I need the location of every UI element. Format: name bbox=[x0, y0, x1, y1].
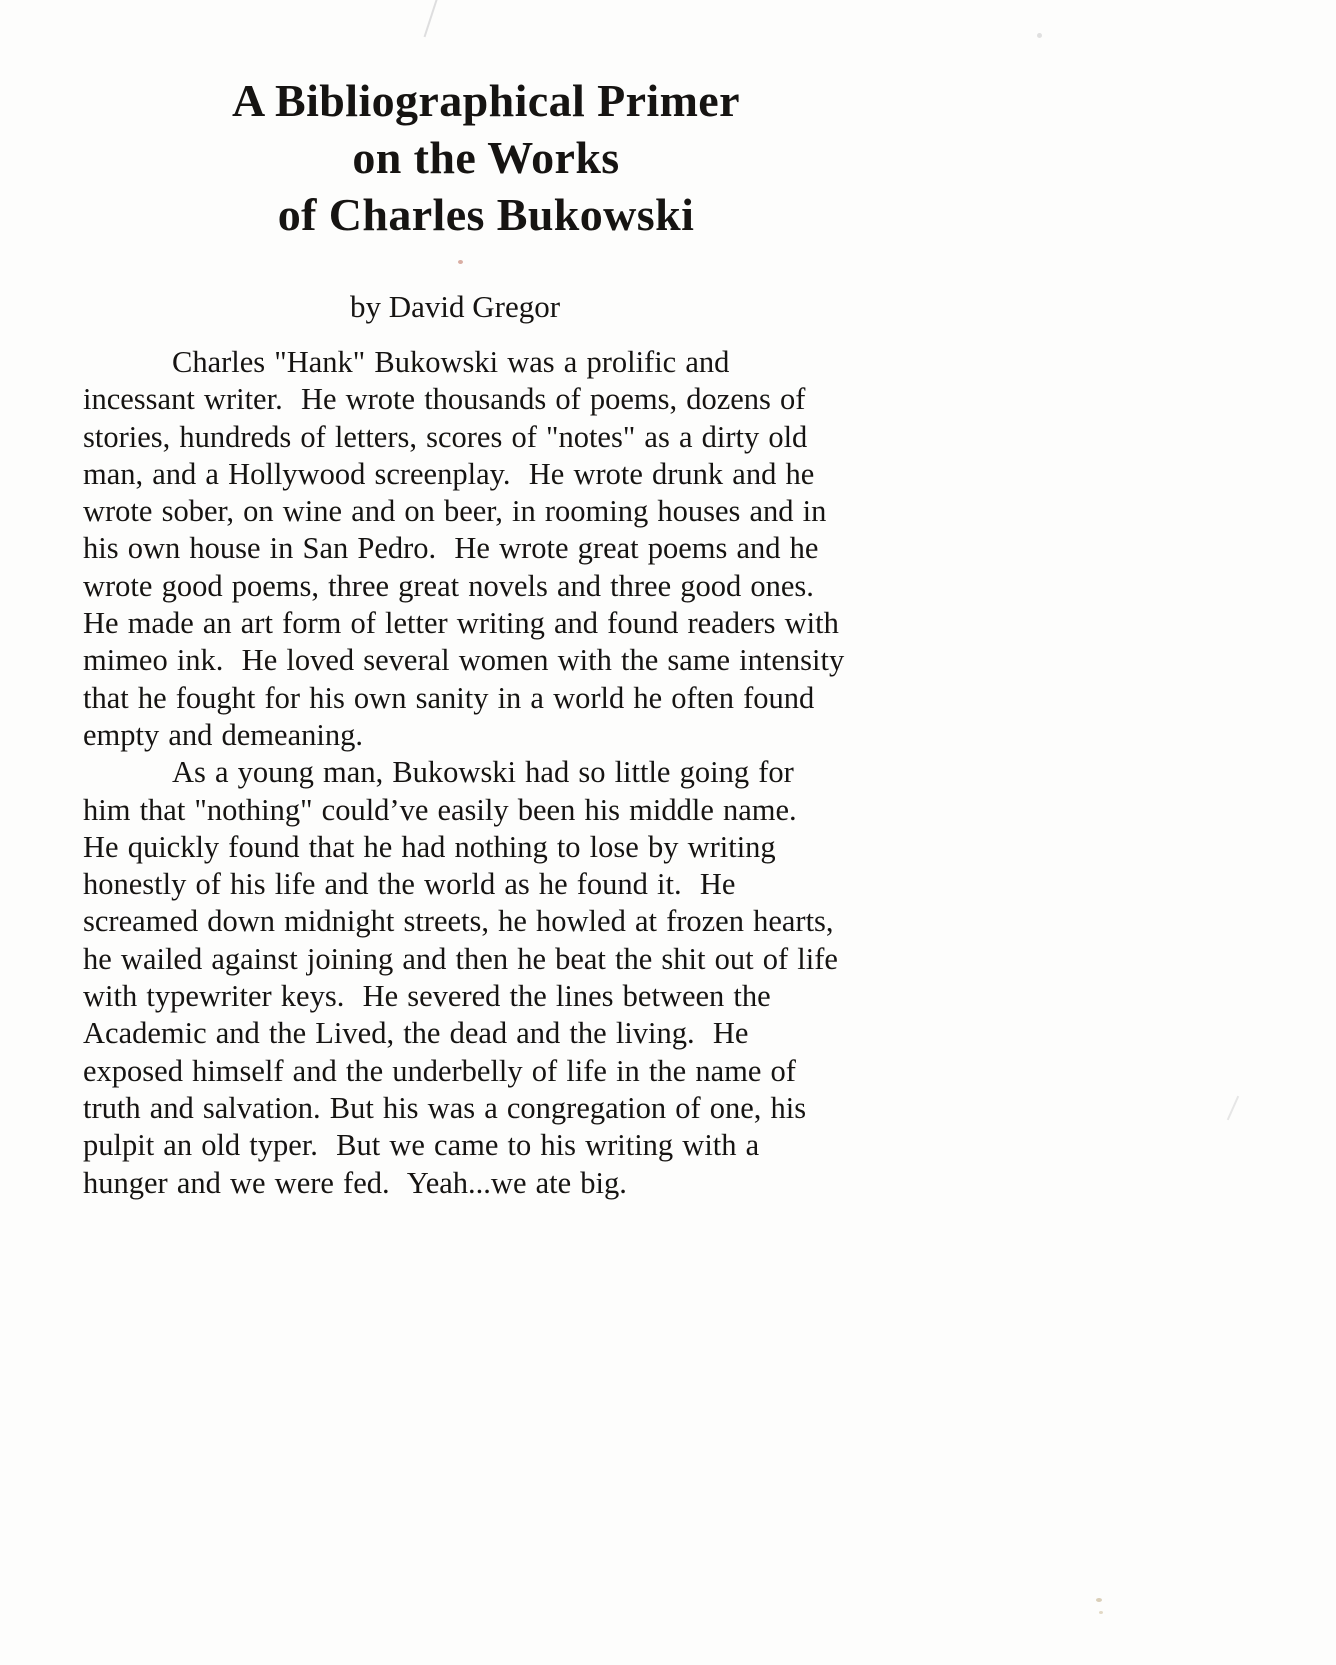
text-line: empty and demeaning. bbox=[83, 717, 363, 752]
text-line: He made an art form of letter writing and found readers with bbox=[83, 606, 839, 641]
text-line: honestly of his life and the world as he found it. He bbox=[83, 867, 736, 902]
text-line: he wailed against joining and then he beat the shit out of life bbox=[83, 941, 838, 976]
text-line: him that "nothing" could’ve easily been his middle name. bbox=[83, 792, 797, 827]
scan-artifact-speck bbox=[458, 260, 463, 264]
text-line: wrote good poems, three great novels and three good ones. bbox=[83, 568, 814, 603]
document-byline: by David Gregor bbox=[349, 289, 561, 324]
scan-artifact-speck bbox=[1096, 1598, 1102, 1602]
text-line: truth and salvation. But his was a congregation of one, his bbox=[83, 1090, 807, 1125]
text-line: wrote sober, on wine and on beer, in rooming houses and in bbox=[83, 494, 827, 529]
document-body bbox=[83, 344, 903, 1202]
text-line: on the Works bbox=[352, 132, 620, 183]
text-line: his own house in San Pedro. He wrote great poems and he bbox=[83, 531, 819, 566]
text-line: with typewriter keys. He severed the lines between the bbox=[83, 979, 771, 1014]
scan-artifact-speck bbox=[1037, 33, 1042, 38]
text-line: that he fought for his own sanity in a world he often found bbox=[83, 680, 815, 715]
text-line: mimeo ink. He loved several women with the same intensity bbox=[83, 643, 845, 678]
text-line: incessant writer. He wrote thousands of poems, dozens of bbox=[83, 382, 806, 417]
paragraph-1 bbox=[83, 344, 903, 754]
text-line: Academic and the Lived, the dead and the living. He bbox=[83, 1016, 749, 1051]
text-line: screamed down midnight streets, he howled at frozen hearts, bbox=[83, 904, 834, 939]
paragraph-2 bbox=[83, 754, 903, 1202]
text-line: Charles "Hank" Bukowski was a prolific and bbox=[172, 345, 730, 379]
text-line: A Bibliographical Primer bbox=[232, 75, 740, 126]
text-line: As a young man, Bukowski had so little going for bbox=[172, 755, 794, 790]
scan-artifact-scratch bbox=[1227, 1096, 1239, 1121]
text-line: man, and a Hollywood screenplay. He wrote drunk and he bbox=[83, 456, 815, 491]
text-line: exposed himself and the underbelly of life in the name of bbox=[83, 1053, 796, 1088]
text-line: hunger and we were fed. Yeah...we ate big. bbox=[83, 1165, 627, 1200]
scan-artifact-slash bbox=[424, 0, 439, 37]
document-title bbox=[83, 72, 889, 243]
text-line: of Charles Bukowski bbox=[277, 189, 695, 240]
scan-artifact-speck bbox=[1099, 1611, 1103, 1614]
text-line: stories, hundreds of letters, scores of "notes" as a dirty old bbox=[83, 419, 808, 454]
text-line: He quickly found that he had nothing to lose by writing bbox=[83, 829, 776, 864]
text-line: pulpit an old typer. But we came to his writing with a bbox=[83, 1128, 760, 1163]
